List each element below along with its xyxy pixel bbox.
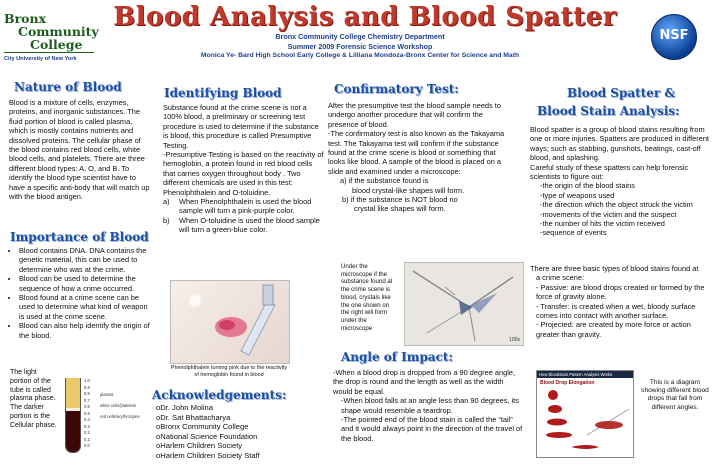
identifying-presumptive: -Presumptive Testing is based on the reactivity of hemoglobin, a protein found in red blood cells that carries oxygen throughout body . Two different chemicals are used in this test: Phenolphthalein and O-toluidine.	[163, 150, 324, 197]
phenolphthalein-photo	[170, 280, 290, 364]
spatter-list-item: -the origin of the blood stains	[540, 181, 635, 191]
confirmatory-a2: blood crystal-like shapes will form.	[352, 185, 465, 195]
plasma-layer	[66, 378, 80, 408]
blood-spatter-heading-1: Blood Spatter &	[567, 86, 676, 100]
phenolphthalein-caption: Phenolphthalein turning pink due to the reactivity of hemoglobin found in blood	[170, 365, 288, 378]
identifying-intro: Substance found at the crime scene is not a 100% blood, a preliminary or screening test procedure is used to determine if the substance is blood, this procedure is called Presumptive Testing.	[163, 103, 319, 150]
diagram-header: How Bloodstain Pattern Analysis Works	[537, 371, 633, 378]
ack-item: oDr. John Molina	[156, 403, 213, 412]
tube-caption: The light portion of the tube is called plasma phase. The darker portion is the Cellular phase.	[10, 369, 57, 429]
scale-tick: 0.1	[84, 436, 90, 442]
stain-type-projected: - Projected: are created by more force or action greater than gravity.	[536, 320, 691, 339]
header-subtitle-3: Monica Ye- Bard High School Early College & Lilliana Mondoza-Bronx Center for Science and Math	[200, 52, 520, 59]
scale-tick: 0.8	[84, 391, 90, 396]
scale-tick: 1.0	[84, 378, 90, 383]
poster-title: Blood Analysis and Blood Spatter	[113, 2, 617, 32]
logo-line-3: College	[30, 37, 83, 52]
microscope-caption: Under the microscope if the substance found at the crime scene is blood, crystals like the one shown on the right will form under the microscope	[341, 263, 393, 332]
logo-line-4: City University of New York	[4, 52, 94, 66]
confirmatory-b2: crystal like shapes will form.	[354, 204, 446, 214]
nature-of-blood-heading: Nature of Blood	[14, 80, 122, 94]
logo-line-1: Bronx	[4, 11, 47, 26]
logo-line-2: Community	[18, 24, 99, 39]
importance-list	[9, 246, 154, 340]
stain-types-intro-a: There are three basic types of blood stains found at	[530, 264, 699, 273]
angle-p2: -When blood falls at an angle less than 90 degrees, its shape would resemble a teardrop.	[341, 396, 519, 415]
identifying-item-b	[163, 216, 325, 235]
confirmatory-text	[328, 101, 513, 214]
item-marker: b)	[163, 215, 170, 225]
diagram-caption: This is a diagram showing different blood drops that fall from different angles.	[641, 379, 709, 411]
blood-spatter-heading-2: Blood Stain Analysis:	[537, 104, 680, 118]
identifying-blood-heading: Identifying Blood	[164, 86, 282, 100]
angle-of-impact-text	[333, 368, 523, 443]
nsf-logo	[651, 14, 697, 60]
tube-label: white cells/platelets	[100, 403, 137, 408]
bronx-community-college-logo	[4, 11, 99, 64]
blood-drop-shapes	[537, 385, 633, 455]
item-text: When Phenolphthalein is used the blood sample will turn a pink-purple color.	[179, 197, 312, 216]
ack-item: oDr. Sat Bhattacharya	[156, 412, 231, 422]
spatter-list-item: -type of weapons used	[540, 190, 615, 200]
spatter-list	[530, 181, 716, 237]
confirmatory-b1: b) if the substance is NOT blood no	[342, 195, 458, 205]
blood-drop-elongation-diagram	[536, 370, 634, 458]
stain-type-passive: - Passive: are blood drops created or formed by the force of gravity alone.	[536, 282, 705, 302]
micrograph-scale: 100x	[509, 337, 520, 343]
angle-p1: -When a blood drop is dropped from a 90 degree angle, the drop is round and the length as well as the width would be equal.	[333, 368, 516, 396]
test-tube	[65, 378, 81, 453]
ack-item: oBronx Community College	[156, 422, 249, 432]
item-marker: a)	[163, 197, 170, 207]
spatter-p2: Careful study of these spatters can help forensic scientists to figure out:	[530, 162, 689, 182]
scale-tick: 0.6	[84, 404, 90, 409]
confirmatory-p1: After the presumptive test the blood sample needs to undergo another procedure that will confirm the presence of blood.	[328, 101, 501, 129]
scale-tick: 0.0	[84, 443, 90, 448]
scale-tick: 0.4	[84, 417, 90, 422]
blood-tube-figure	[60, 370, 152, 456]
importance-of-blood-heading: Importance of Blood	[10, 230, 149, 244]
blood-spatter-text	[530, 125, 716, 238]
ack-item: oHarlem Children Society Staff	[156, 450, 260, 460]
ack-item: oNational Science Foundation	[156, 431, 258, 441]
angle-p3: -The pointed end of the blood stain is called the “tail” and it would always point in the direction of the travel of the blood.	[341, 415, 523, 443]
phenolphthalein-photo-art	[171, 281, 289, 363]
blood-crystal-art	[405, 263, 523, 345]
importance-item: • Blood can also help identify the origin of the blood.	[19, 321, 154, 340]
tube-label: red cells/erythrocytes	[100, 414, 140, 419]
identifying-blood-text	[163, 103, 325, 235]
header-subtitle-1: Bronx Community College Chemistry Department	[275, 32, 445, 41]
spatter-list-item: -sequence of events	[540, 228, 607, 238]
scale-tick: 0.2	[84, 430, 90, 435]
tube-scale	[84, 378, 90, 450]
scale-tick: 0.9	[84, 384, 90, 390]
cell-layer	[66, 411, 80, 452]
stain-type-transfer: - Transfer: is created when a wet, bloody surface comes into contact with another surface.	[536, 301, 696, 321]
spatter-list-item: -the direction which the object struck the victim	[540, 200, 693, 210]
confirmatory-p2: -The confirmatory test is also known as the Takayama test. The Takayama test will confirm if the substance found at the crime scene is blood or something that looks like blood. A sample of the blood is placed on a slide and examined under a microscope:	[328, 129, 505, 176]
header-subtitle-2: Summer 2009 Forensic Science Workshop	[287, 42, 433, 51]
nature-of-blood-text: Blood is a mixture of cells, enzymes, proteins, and inorganic substances. The fluid portion of blood is called plasma, which is mostly contains nutrients and dissolved proteins. The cellular phase of the blood contains red blood cells, white blood cells, and platelets. There are three different blood types: A, O, and B. To identify the blood type scientist have to have a specific anti-body that will match up with the blood antigen.	[9, 98, 150, 202]
tube-labels	[100, 392, 150, 419]
acknowledgements-list	[156, 403, 326, 461]
diagram-title: Blood Drop Elongation	[540, 380, 595, 386]
spatter-p1: Blood spatter is a group of blood stains resulting from one or more injuries. Spatters are produced in different ways; such as stabbing, gunshots, beatings, cast-off blood, and splashing.	[530, 125, 709, 163]
scale-tick: 0.5	[84, 410, 90, 416]
acknowledgements-heading: Acknowledgements:	[152, 388, 287, 402]
stain-types-intro-b: a crime scene:	[536, 273, 585, 283]
angle-of-impact-heading: Angle of Impact:	[341, 350, 453, 364]
scale-tick: 0.7	[84, 397, 90, 403]
spatter-list-item: -the number of hits the victim received	[540, 219, 665, 229]
ack-item: oHarlem Children Society	[156, 441, 243, 451]
blood-crystal-micrograph	[404, 262, 524, 346]
item-text: When O-toluidine is used the blood sample will turn a green-blue color.	[179, 215, 320, 235]
nsf-label: NSF	[659, 28, 689, 43]
identifying-item-a	[163, 197, 325, 216]
confirmatory-test-heading: Confirmatory Test:	[334, 82, 459, 96]
importance-item: • Blood contains DNA. DNA contains the genetic material, this can be used to determine who was at the crime.	[19, 246, 154, 274]
stain-types-text	[530, 264, 716, 339]
tube-label: plasma	[100, 392, 114, 397]
importance-item: • Blood can be used to determine the sequence of how a crime occurred.	[19, 274, 154, 293]
importance-item: • Blood found at a crime scene can be used to determine what kind of weapon is used at the crime scene.	[19, 293, 154, 321]
scale-tick: 0.3	[84, 423, 90, 429]
spatter-list-item: -movements of the victim and the suspect	[540, 209, 677, 219]
confirmatory-a1: a) if the substance found is	[340, 176, 429, 186]
